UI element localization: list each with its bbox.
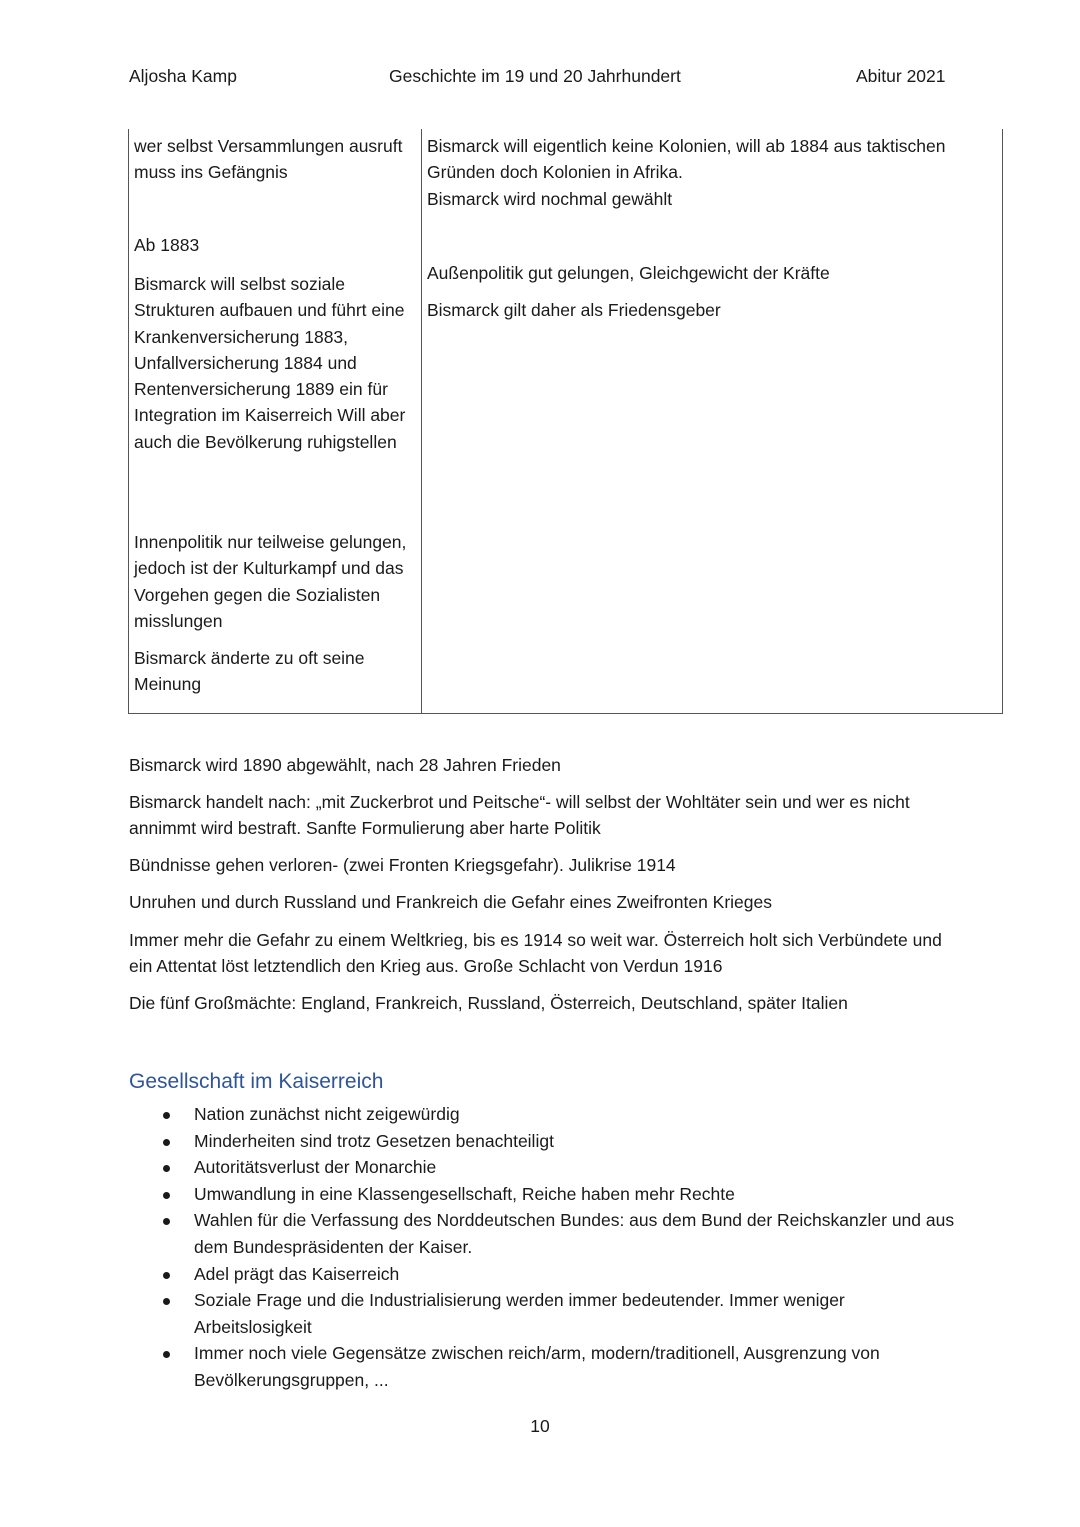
- paragraph-3: Bündnisse gehen verloren- (zwei Fronten Kriegsgefahr). Julikrise 1914: [129, 855, 676, 875]
- paragraph-6: Die fünf Großmächte: England, Frankreich, Russland, Österreich, Deutschland, später Italien: [129, 993, 848, 1013]
- header-author: Aljosha Kamp: [129, 66, 237, 86]
- table-left-border: [128, 129, 129, 714]
- paragraph-1: Bismarck wird 1890 abgewählt, nach 28 Jahren Frieden: [129, 755, 561, 775]
- table-right-cell-3: Außenpolitik gut gelungen, Gleichgewicht der Kräfte: [427, 263, 830, 283]
- header-course: Abitur 2021: [856, 66, 946, 86]
- list-item: Wahlen für die Verfassung des Norddeutschen Bundes: aus dem Bund der Reichskanzler und aus dem Bundespräsidenten der Kaiser.: [129, 1207, 959, 1260]
- table-left-cell-2: Ab 1883: [134, 235, 200, 255]
- bullet-icon: [163, 1139, 170, 1146]
- header-title: Geschichte im 19 und 20 Jahrhundert: [389, 66, 681, 86]
- list-item: Soziale Frage und die Industrialisierung werden immer bedeutender. Immer weniger Arbeitslosigkeit: [129, 1287, 959, 1340]
- list-item: Immer noch viele Gegensätze zwischen reich/arm, modern/traditionell, Ausgrenzung von Bevölkerungsgruppen, ...: [129, 1340, 959, 1393]
- list-item: Autoritätsverlust der Monarchie: [129, 1154, 959, 1181]
- table-left-cell-4: Innenpolitik nur teilweise gelungen, jedoch ist der Kulturkampf und das Vorgehen gegen die Sozialisten misslungen: [134, 532, 407, 631]
- table-right-cell-4: Bismarck gilt daher als Friedensgeber: [427, 300, 721, 320]
- bullet-list: [129, 1101, 959, 1394]
- paragraph-2: Bismarck handelt nach: „mit Zuckerbrot und Peitsche“- will selbst der Wohltäter sein und wer es nicht annimmt wird bestraft. Sanfte Formulierung aber harte Politik: [129, 792, 910, 839]
- bullet-icon: [163, 1218, 170, 1225]
- list-item: Umwandlung in eine Klassengesellschaft, Reiche haben mehr Rechte: [129, 1181, 959, 1208]
- page-number: 10: [530, 1416, 550, 1436]
- list-item: Minderheiten sind trotz Gesetzen benachteiligt: [129, 1128, 959, 1155]
- list-item: Adel prägt das Kaiserreich: [129, 1261, 959, 1288]
- bullet-icon: [163, 1351, 170, 1358]
- table-column-divider: [421, 129, 422, 714]
- table-right-cell-2: Bismarck wird nochmal gewählt: [427, 189, 673, 209]
- page-header: [0, 66, 1080, 90]
- table-bottom-border: [128, 713, 1003, 714]
- section-heading: Gesellschaft im Kaiserreich: [129, 1070, 384, 1093]
- bullet-icon: [163, 1272, 170, 1279]
- bullet-icon: [163, 1192, 170, 1199]
- comparison-table: [128, 129, 1003, 714]
- table-left-cell-3: Bismarck will selbst soziale Strukturen aufbauen und führt eine Krankenversicherung 1883, Unfallversicherung 1884 und Rentenversicherung 1889 ein für Integration im Kaiserreich Will aber auch die Bevölkerung ruhigstellen: [134, 274, 406, 452]
- table-right-border: [1002, 129, 1003, 714]
- list-item: Nation zunächst nicht zeigewürdig: [129, 1101, 959, 1128]
- paragraph-5: Immer mehr die Gefahr zu einem Weltkrieg, bis es 1914 so weit war. Österreich holt sich Verbündete und ein Attentat löst letztendlich den Krieg aus. Große Schlacht von Verdun 1916: [129, 930, 942, 977]
- bullet-icon: [163, 1112, 170, 1119]
- table-left-cell-5: Bismarck änderte zu oft seine Meinung: [134, 648, 365, 695]
- bullet-icon: [163, 1298, 170, 1305]
- bullet-icon: [163, 1165, 170, 1172]
- table-left-cell-1: wer selbst Versammlungen ausruft muss ins Gefängnis: [134, 136, 403, 183]
- table-right-cell-1: Bismarck will eigentlich keine Kolonien, will ab 1884 aus taktischen Gründen doch Kolonien in Afrika.: [427, 136, 946, 183]
- paragraph-4: Unruhen und durch Russland und Frankreich die Gefahr eines Zweifronten Krieges: [129, 892, 772, 912]
